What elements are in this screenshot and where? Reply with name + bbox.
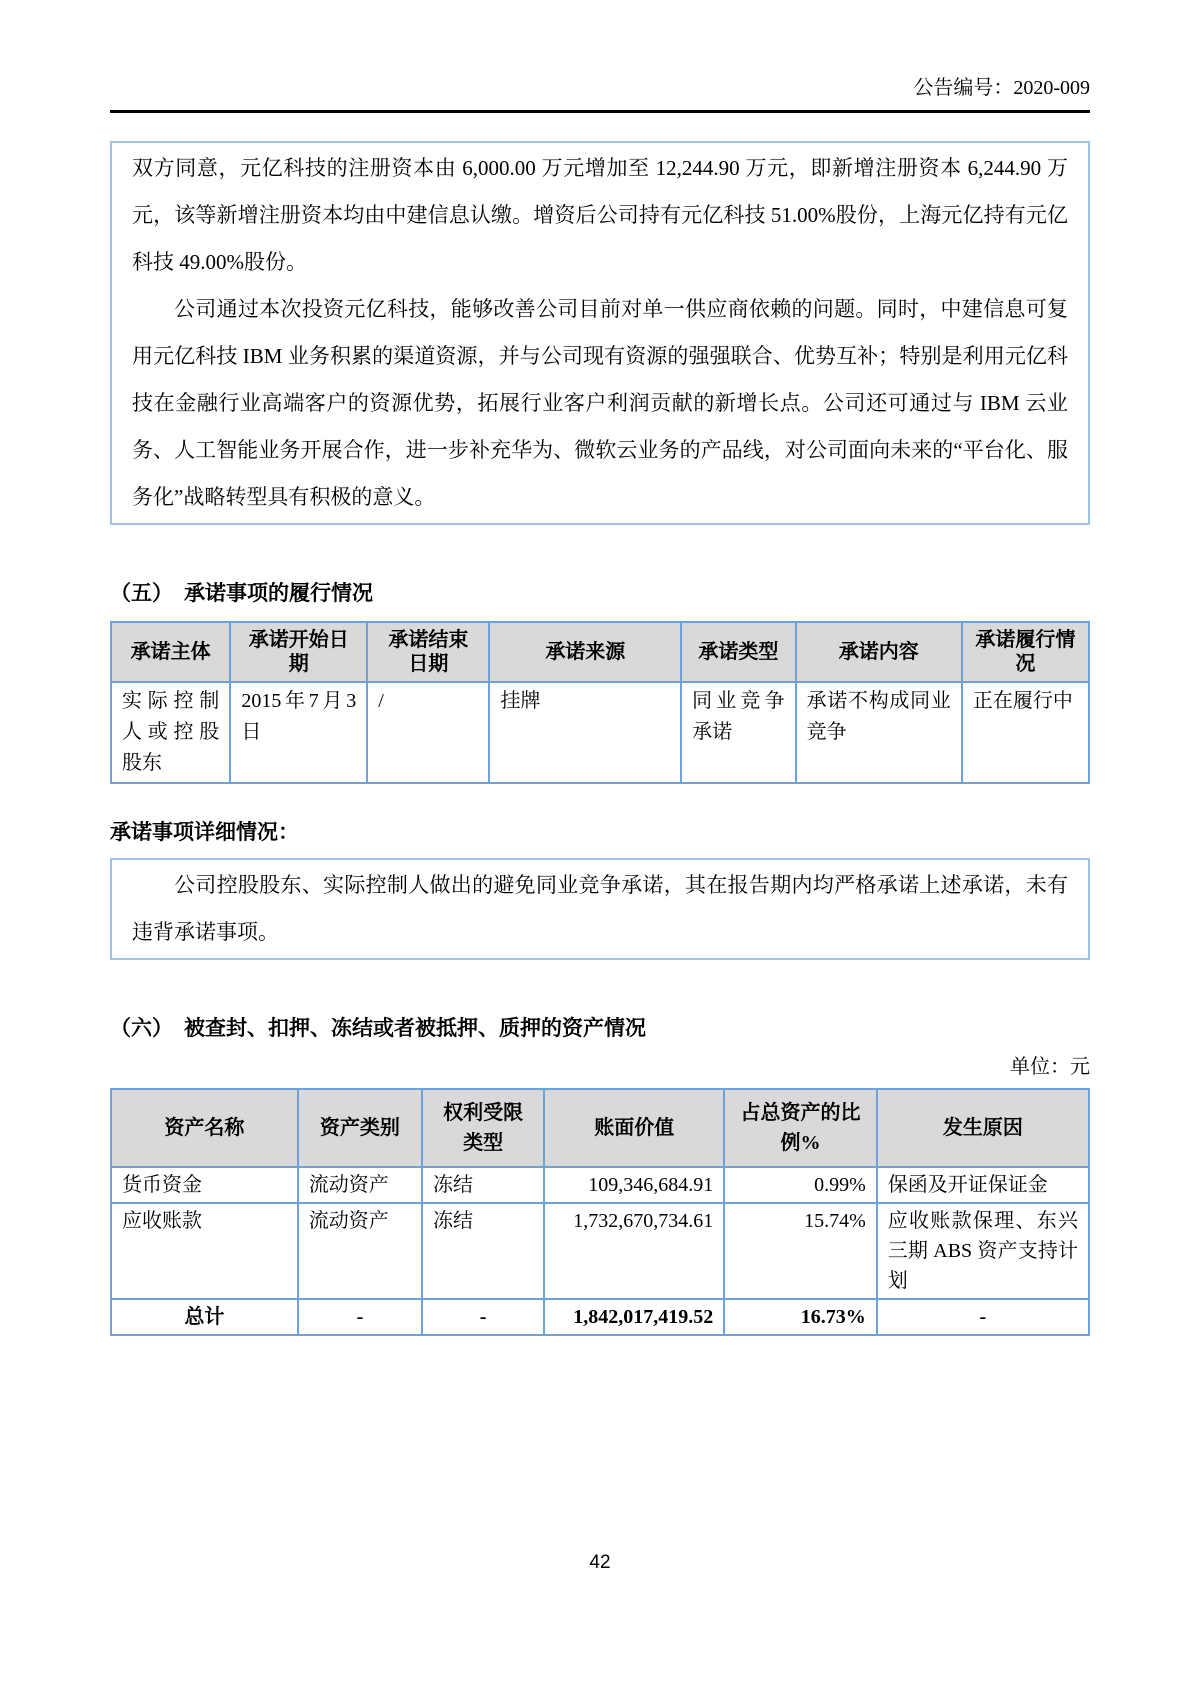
column-header: 账面价值: [544, 1089, 724, 1167]
column-header: 承诺主体: [111, 622, 230, 682]
table-cell: 2015年7月3日: [230, 682, 367, 783]
table-cell: 15.74%: [724, 1203, 877, 1299]
commitments-data-row: [111, 682, 1089, 783]
column-header: 承诺来源: [489, 622, 681, 682]
table-cell: 1,732,670,734.61: [544, 1203, 724, 1299]
table-cell: 16.73%: [724, 1299, 877, 1335]
section-6-heading: [110, 1014, 1090, 1042]
table-cell: 冻结: [422, 1203, 544, 1299]
table-cell: -: [422, 1299, 544, 1335]
assets-table: [110, 1088, 1090, 1336]
table-cell: 流动资产: [298, 1167, 422, 1203]
section-6-title: 被查封、扣押、冻结或者被抵押、质押的资产情况: [184, 1016, 646, 1040]
commitment-detail-text: 公司控股股东、实际控制人做出的避免同业竞争承诺，其在报告期内均严格承诺上述承诺，未有违背承诺事项。: [132, 873, 1068, 944]
column-header: 占总资产的比例%: [724, 1089, 877, 1167]
commitment-detail-box: [110, 858, 1090, 960]
section-5-heading: [110, 579, 1090, 607]
section-5-label: （五）: [110, 581, 173, 605]
header-rule: [110, 110, 1090, 113]
assets-data-row: [111, 1167, 1089, 1203]
table-cell: 109,346,684.91: [544, 1167, 724, 1203]
table-cell: 流动资产: [298, 1203, 422, 1299]
table-cell: 应收账款: [111, 1203, 298, 1299]
table-cell: -: [877, 1299, 1089, 1335]
table-cell: 0.99%: [724, 1167, 877, 1203]
column-header: 承诺开始日期: [230, 622, 367, 682]
assets-total-row: [111, 1299, 1089, 1335]
column-header: 承诺类型: [681, 622, 795, 682]
column-header: 承诺内容: [796, 622, 962, 682]
section-5-title: 承诺事项的履行情况: [184, 581, 373, 605]
assets-data-row: [111, 1203, 1089, 1299]
announcement-number: 公告编号：2020-009: [913, 77, 1090, 99]
table-cell: 同业竞争承诺: [681, 682, 795, 783]
page-content: [110, 0, 1090, 1336]
table-cell: 保函及开证保证金: [877, 1167, 1089, 1203]
column-header: 资产类别: [298, 1089, 422, 1167]
intro-paragraph-1: 双方同意，元亿科技的注册资本由 6,000.00 万元增加至 12,244.90 万元，即新增注册资本 6,244.90 万元，该等新增注册资本均由中建信息认缴。增资后公司持有元亿科技 51.00%股份，上海元亿持有元亿科技 49.00%股份。: [132, 156, 1068, 274]
table-cell: 挂牌: [489, 682, 681, 783]
table-cell: 冻结: [422, 1167, 544, 1203]
table-cell: /: [367, 682, 489, 783]
table-cell: -: [298, 1299, 422, 1335]
column-header: 承诺履行情况: [962, 622, 1089, 682]
table-cell: 1,842,017,419.52: [544, 1299, 724, 1335]
unit-label: 单位：元: [1010, 1056, 1090, 1078]
intro-paragraph-2: 公司通过本次投资元亿科技，能够改善公司目前对单一供应商依赖的问题。同时，中建信息可复用元亿科技 IBM 业务积累的渠道资源，并与公司现有资源的强强联合、优势互补；特别是利用元亿科技在金融行业高端客户的资源优势，拓展行业客户利润贡献的新增长点。公司还可通过与 IBM 云业务、人工智能业务开展合作，进一步补充华为、微软云业务的产品线，对公司面向未来的“平台化、服务化”战略转型具有积极的意义。: [132, 297, 1068, 509]
table-cell: 承诺不构成同业竞争: [796, 682, 962, 783]
table-cell: 正在履行中: [962, 682, 1089, 783]
table-cell: 实际控制人或控股股东: [111, 682, 230, 783]
column-header: 权利受限类型: [422, 1089, 544, 1167]
table-cell: 总计: [111, 1299, 298, 1335]
page-number: 42: [589, 1552, 611, 1573]
section-6-label: （六）: [110, 1016, 173, 1040]
table-cell: 货币资金: [111, 1167, 298, 1203]
column-header: 发生原因: [877, 1089, 1089, 1167]
column-header: 承诺结束日期: [367, 622, 489, 682]
assets-header-row: [111, 1089, 1089, 1167]
commitment-detail-heading: 承诺事项详细情况：: [110, 820, 299, 844]
commitments-header-row: [111, 622, 1089, 682]
intro-box: [110, 141, 1090, 525]
commitments-table: [110, 621, 1090, 784]
column-header: 资产名称: [111, 1089, 298, 1167]
table-cell: 应收账款保理、东兴三期 ABS 资产支持计划: [877, 1203, 1089, 1299]
